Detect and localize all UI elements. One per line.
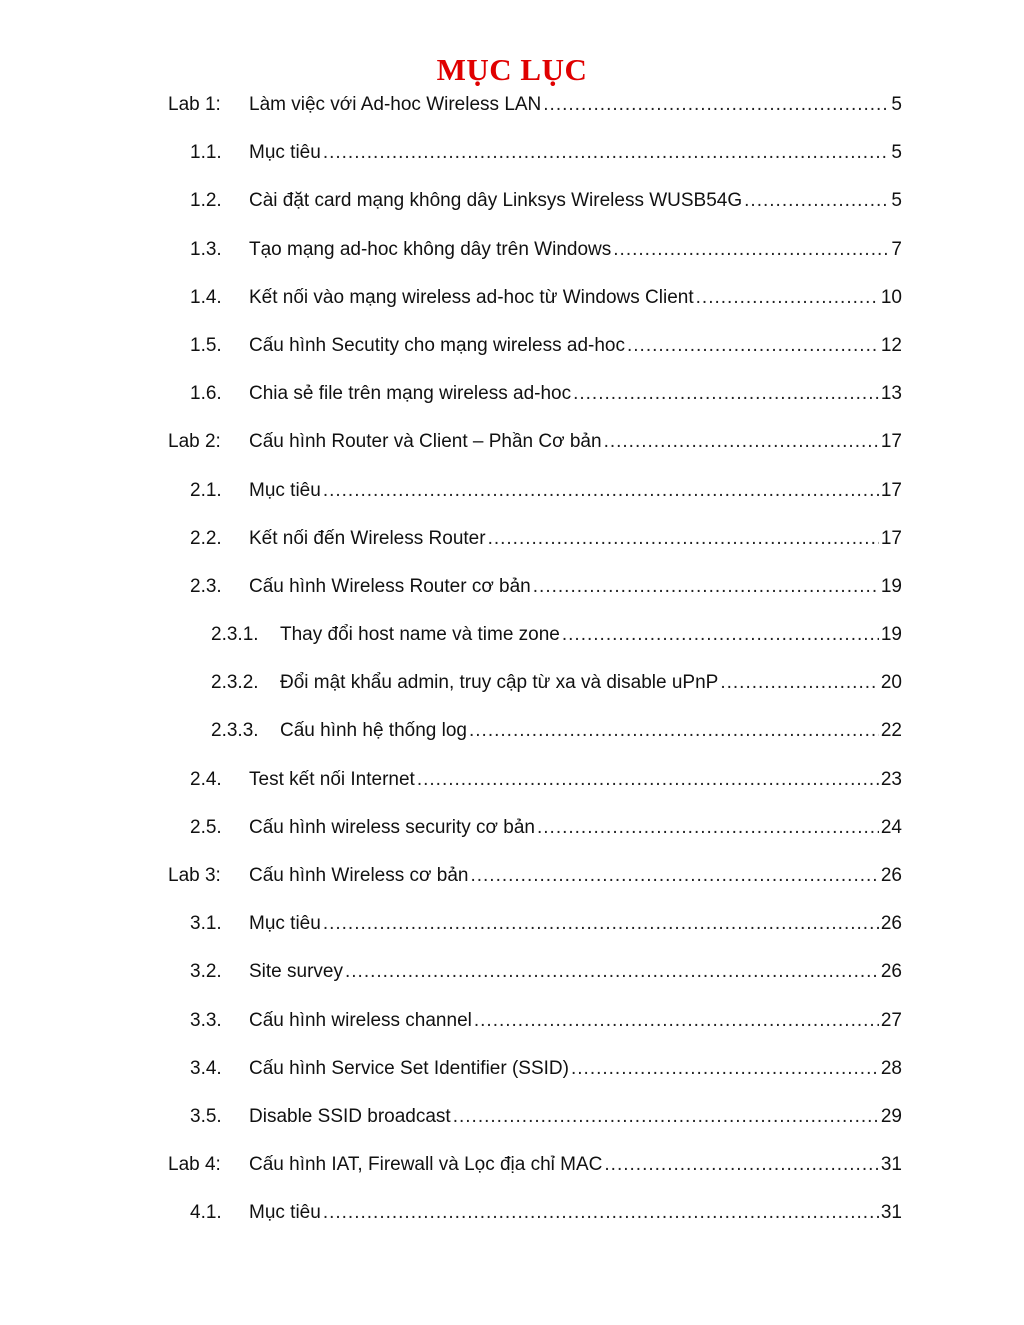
toc-entry-title: Cấu hình Router và Client – Phần Cơ bản	[249, 431, 602, 453]
toc-entry-page-number: 17	[880, 527, 902, 549]
toc-dot-leader	[474, 1010, 879, 1032]
toc-entry-number: 2.3.1.	[211, 624, 259, 646]
toc-entry-title: Mục tiêu	[249, 1202, 321, 1224]
toc-entry-line	[249, 383, 902, 405]
toc-dot-leader	[571, 1058, 879, 1080]
toc-entry-page-number: 20	[880, 672, 902, 694]
toc-dot-leader	[604, 431, 879, 453]
toc-entry-line	[249, 142, 902, 164]
toc-entry-number: 1.3.	[190, 238, 222, 260]
toc-entry-line	[249, 913, 902, 935]
toc-dot-leader	[744, 190, 889, 212]
toc-entry-page-number: 28	[880, 1057, 902, 1079]
toc-entry-title: Làm việc với Ad-hoc Wireless LAN	[249, 94, 542, 115]
toc-entry-number: 1.6.	[190, 383, 222, 405]
toc-entry-title: Kết nối vào mạng wireless ad-hoc từ Windows Client	[249, 286, 694, 308]
toc-entry-line	[249, 480, 902, 502]
toc-entry-line	[249, 287, 902, 309]
toc-entry[interactable]	[0, 371, 1024, 419]
toc-entry-page-number: 5	[891, 142, 902, 164]
toc-entry-page-number: 19	[880, 624, 902, 646]
toc-entry[interactable]	[0, 275, 1024, 323]
toc-dot-leader	[470, 865, 878, 887]
toc-entry-page-number: 27	[880, 1009, 902, 1031]
toc-entry-title: Cấu hình Secutity cho mạng wireless ad-hoc	[249, 334, 625, 356]
toc-entry-page-number: 26	[880, 913, 902, 935]
toc-entry[interactable]	[0, 564, 1024, 612]
toc-entry-page-number: 7	[891, 238, 902, 260]
toc-dot-leader	[562, 624, 879, 646]
toc-dot-leader	[696, 287, 879, 309]
toc-entry-number: 2.3.	[190, 575, 222, 597]
toc-entry-page-number: 12	[880, 334, 902, 356]
toc-entry-title: Cấu hình wireless security cơ bản	[249, 816, 535, 838]
toc-entry-title: Cấu hình IAT, Firewall và Lọc địa chỉ MAC	[249, 1154, 603, 1176]
toc-entry-page-number: 31	[880, 1154, 902, 1176]
toc-entry[interactable]	[0, 227, 1024, 275]
toc-entry[interactable]	[0, 323, 1024, 371]
toc-entry-title: Thay đổi host name và time zone	[280, 624, 560, 646]
toc-entry-title: Cấu hình Wireless cơ bản	[249, 865, 469, 886]
toc-entry-page-number: 10	[880, 286, 902, 308]
toc-entry-number: 4.1.	[190, 1202, 222, 1224]
toc-entry-number: 2.3.3.	[211, 720, 259, 742]
toc-entry-title: Cấu hình Wireless Router cơ bản	[249, 575, 531, 597]
toc-entry-line	[249, 431, 902, 453]
toc-entry-title: Cấu hình hệ thống log	[280, 720, 467, 742]
toc-entry-title: Cấu hình wireless channel	[249, 1009, 472, 1031]
toc-entry-number: 2.1.	[190, 479, 222, 501]
toc-entry-line	[249, 1202, 902, 1224]
toc-entry[interactable]	[0, 1046, 1024, 1094]
toc-entry-number: 1.4.	[190, 286, 222, 308]
toc-entry-number: 3.5.	[190, 1105, 222, 1127]
toc-entry-title: Cài đặt card mạng không dây Linksys Wireless WUSB54G	[249, 190, 743, 212]
toc-entry-page-number: 31	[880, 1202, 902, 1224]
toc-entry-title: Mục tiêu	[249, 913, 321, 935]
toc-entry-title: Mục tiêu	[249, 479, 321, 501]
toc-entry-line	[249, 1154, 902, 1176]
toc-entry[interactable]	[0, 949, 1024, 997]
toc-entry-line	[249, 239, 902, 261]
toc-entry-number: 2.2.	[190, 527, 222, 549]
toc-entry-number: 1.1.	[190, 142, 222, 164]
toc-entry-line	[249, 1058, 902, 1080]
toc-dot-leader	[543, 94, 889, 116]
toc-entry[interactable]	[0, 853, 1024, 901]
toc-entry-page-number: 13	[880, 383, 902, 405]
toc-dot-leader	[604, 1154, 878, 1176]
toc-entry[interactable]	[0, 1094, 1024, 1142]
toc-entry-line	[249, 528, 902, 550]
toc-dot-leader	[627, 335, 879, 357]
toc-entry-title: Site survey	[249, 961, 343, 983]
toc-entry-title: Mục tiêu	[249, 142, 321, 164]
toc-entry[interactable]	[0, 178, 1024, 226]
toc-entry-title: Disable SSID broadcast	[249, 1105, 451, 1127]
toc-entry-number: Lab 1:	[168, 94, 221, 115]
toc-entry-number: Lab 2:	[168, 431, 221, 453]
toc-dot-leader	[323, 913, 879, 935]
toc-dot-leader	[720, 672, 879, 694]
toc-entry[interactable]	[0, 130, 1024, 178]
toc-entry-line	[249, 576, 902, 598]
toc-dot-leader	[613, 239, 889, 261]
toc-entry-line	[249, 335, 902, 357]
toc-entry-number: Lab 4:	[168, 1154, 221, 1176]
toc-entry[interactable]	[0, 1190, 1024, 1238]
toc-entry-number: 3.2.	[190, 961, 222, 983]
toc-entry-number: 3.3.	[190, 1009, 222, 1031]
toc-entry[interactable]	[0, 82, 1024, 130]
toc-entry-page-number: 22	[880, 720, 902, 742]
page-title: MỤC LỤC	[436, 52, 588, 87]
toc-entry-title: Cấu hình Service Set Identifier (SSID)	[249, 1057, 569, 1079]
toc-entry[interactable]	[0, 660, 1024, 708]
toc-entry-page-number: 23	[880, 768, 902, 790]
toc-entry-line	[249, 769, 902, 791]
toc-entry-page-number: 29	[880, 1105, 902, 1127]
toc-entry-title: Tạo mạng ad-hoc không dây trên Windows	[249, 238, 612, 260]
toc-entry-number: 3.1.	[190, 913, 222, 935]
toc-entry-page-number: 19	[880, 575, 902, 597]
toc-entry-line	[249, 865, 902, 887]
toc-entry-page-number: 17	[880, 431, 902, 453]
toc-dot-leader	[417, 769, 879, 791]
toc-entry-title: Kết nối đến Wireless Router	[249, 527, 486, 549]
toc-entry-number: 1.5.	[190, 334, 222, 356]
toc-entry[interactable]	[0, 757, 1024, 805]
toc-entry-number: 2.4.	[190, 768, 222, 790]
toc-entry-page-number: 5	[891, 94, 902, 115]
toc-entry-page-number: 26	[880, 865, 902, 886]
toc-dot-leader	[573, 383, 879, 405]
toc-entry-title: Test kết nối Internet	[249, 768, 415, 790]
toc-entry[interactable]	[0, 708, 1024, 756]
toc-dot-leader	[537, 817, 879, 839]
toc-entry[interactable]	[0, 516, 1024, 564]
toc-entry-line	[249, 94, 902, 116]
toc-entry[interactable]	[0, 468, 1024, 516]
toc-entry-line	[249, 961, 902, 983]
toc-entry-title: Đổi mật khẩu admin, truy cập từ xa và disable uPnP	[280, 672, 719, 694]
toc-entry-number: 1.2.	[190, 190, 222, 212]
toc-dot-leader	[533, 576, 879, 598]
toc-dot-leader	[345, 961, 879, 983]
toc-entry-line	[249, 1106, 902, 1128]
toc-entry[interactable]	[0, 901, 1024, 949]
toc-entry-page-number: 24	[880, 816, 902, 838]
toc-entry-line	[249, 1010, 902, 1032]
table-of-contents	[0, 82, 1024, 1239]
toc-entry-line	[280, 672, 902, 694]
toc-entry-line	[280, 624, 902, 646]
toc-entry-line	[249, 817, 902, 839]
toc-dot-leader	[323, 480, 879, 502]
toc-entry-page-number: 26	[880, 961, 902, 983]
toc-entry[interactable]	[0, 1142, 1024, 1190]
toc-entry-line	[249, 190, 902, 212]
toc-dot-leader	[323, 142, 890, 164]
toc-dot-leader	[469, 720, 879, 742]
toc-entry-title: Chia sẻ file trên mạng wireless ad-hoc	[249, 383, 572, 405]
toc-entry-number: 3.4.	[190, 1057, 222, 1079]
toc-dot-leader	[323, 1202, 879, 1224]
toc-entry[interactable]	[0, 419, 1024, 467]
toc-entry[interactable]	[0, 998, 1024, 1046]
toc-entry-number: 2.5.	[190, 816, 222, 838]
toc-entry-line	[280, 720, 902, 742]
toc-entry-page-number: 5	[891, 190, 902, 212]
toc-entry-number: Lab 3:	[168, 865, 221, 886]
toc-entry[interactable]	[0, 805, 1024, 853]
toc-entry-number: 2.3.2.	[211, 672, 259, 694]
toc-dot-leader	[488, 528, 879, 550]
toc-dot-leader	[453, 1106, 879, 1128]
toc-entry-page-number: 17	[880, 479, 902, 501]
toc-entry[interactable]	[0, 612, 1024, 660]
